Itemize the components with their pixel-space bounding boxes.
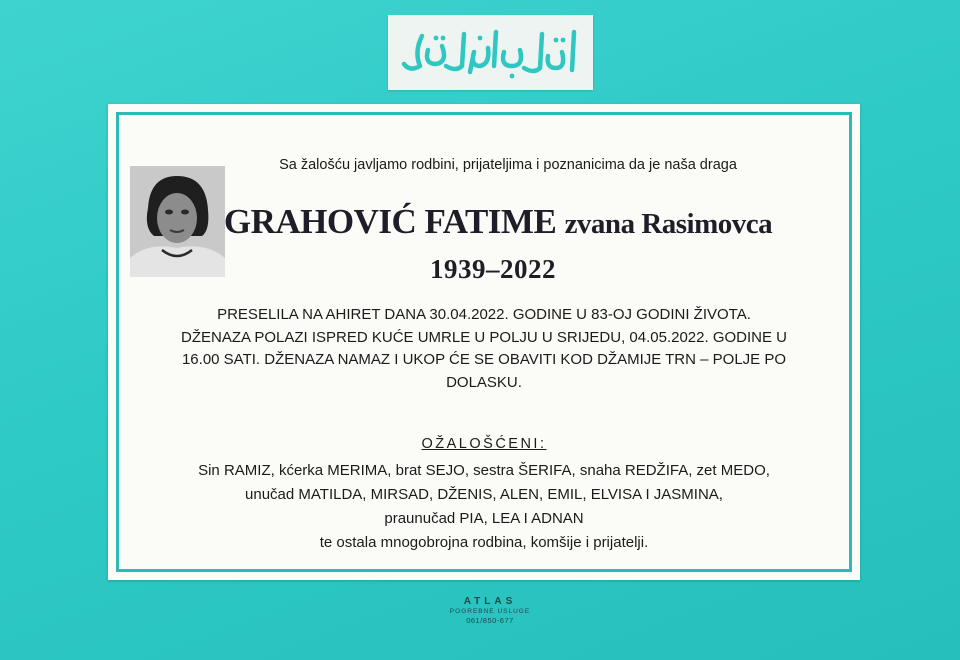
life-years: 1939–2022: [430, 254, 556, 284]
deceased-name: [218, 202, 778, 242]
body-line: DOLASKU.: [446, 373, 522, 391]
portrait-photo: [130, 166, 225, 277]
mourners-line: te ostala mnogobrojna rodbina, komšije i prijatelji.: [319, 534, 649, 551]
mourners-title: OŽALOŠĆENI:: [421, 436, 547, 452]
agency-name: ATLAS: [463, 596, 517, 607]
agency-phone: 061/850-677: [466, 616, 514, 625]
calligraphy-plate: [388, 15, 593, 90]
deceased-full-name: GRAHOVIĆ FATIME: [223, 202, 557, 241]
funeral-agency: [420, 596, 560, 625]
announcement-body: [128, 304, 840, 394]
mourners-line: praunučad PIA, LEA I ADNAN: [384, 510, 584, 527]
body-line: PRESELILA NA AHIRET DANA 30.04.2022. GODINE U 83-OJ GODINI ŽIVOTA.: [217, 306, 751, 323]
body-line: DŽENAZA POLAZI ISPRED KUĆE UMRLE U POLJU U SRIJEDU, 04.05.2022. GODINE U: [181, 328, 787, 346]
intro-text: Sa žalošću javljamo rodbini, prijateljima i poznanicima da je naša draga: [279, 157, 737, 173]
arabic-calligraphy-icon: [396, 22, 586, 84]
obituary-notice: [108, 104, 860, 580]
deceased-nickname: zvana Rasimovca: [564, 208, 773, 240]
body-line: 16.00 SATI. DŽENAZA NAMAZ I UKOP ĆE SE OBAVITI KOD DŽAMIJE TRN – POLJE PO: [181, 351, 787, 368]
mourners-list: [128, 459, 840, 555]
mourners-line: Sin RAMIZ, kćerka MERIMA, brat SEJO, sestra ŠERIFA, snaha REDŽIFA, zet MEDO,: [198, 462, 770, 479]
agency-subtitle: POGREBNE USLUGE: [449, 608, 531, 615]
portrait-figure: [130, 166, 225, 277]
mourners-line: unučad MATILDA, MIRSAD, DŽENIS, ALEN, EMIL, ELVISA I JASMINA,: [245, 486, 723, 503]
